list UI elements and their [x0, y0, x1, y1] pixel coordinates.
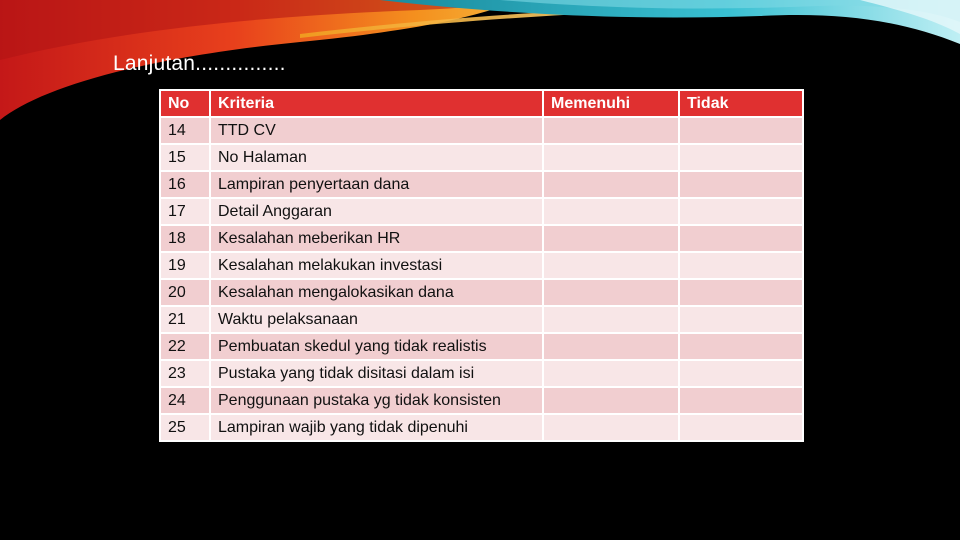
- table-row: [160, 306, 803, 333]
- cell-tidak: [679, 414, 803, 441]
- cell-no: 24: [160, 387, 210, 414]
- cell-no: 16: [160, 171, 210, 198]
- cell-kriteria: Kesalahan meberikan HR: [210, 225, 543, 252]
- cell-tidak: [679, 333, 803, 360]
- cell-kriteria: Lampiran wajib yang tidak dipenuhi: [210, 414, 543, 441]
- table-row: [160, 117, 803, 144]
- cell-tidak: [679, 360, 803, 387]
- table-header-row: [160, 90, 803, 117]
- cell-no: 17: [160, 198, 210, 225]
- cell-no: 22: [160, 333, 210, 360]
- cell-kriteria: Detail Anggaran: [210, 198, 543, 225]
- page-title: Lanjutan...............: [113, 52, 286, 75]
- cell-no: 18: [160, 225, 210, 252]
- cell-kriteria: Waktu pelaksanaan: [210, 306, 543, 333]
- cell-tidak: [679, 387, 803, 414]
- table-row: [160, 360, 803, 387]
- column-header-no: No: [160, 90, 210, 117]
- cell-kriteria: Pustaka yang tidak disitasi dalam isi: [210, 360, 543, 387]
- cell-no: 20: [160, 279, 210, 306]
- table-row: [160, 387, 803, 414]
- table-row: [160, 252, 803, 279]
- column-header-memenuhi: Memenuhi: [543, 90, 679, 117]
- cell-no: 15: [160, 144, 210, 171]
- cell-memenuhi: [543, 387, 679, 414]
- cell-kriteria: Kesalahan mengalokasikan dana: [210, 279, 543, 306]
- cell-kriteria: TTD CV: [210, 117, 543, 144]
- table-row: [160, 333, 803, 360]
- table-row: [160, 144, 803, 171]
- cell-tidak: [679, 306, 803, 333]
- table-row: [160, 279, 803, 306]
- table-row: [160, 414, 803, 441]
- cell-tidak: [679, 225, 803, 252]
- table-row: [160, 171, 803, 198]
- table-row: [160, 198, 803, 225]
- column-header-tidak: Tidak: [679, 90, 803, 117]
- cell-no: 23: [160, 360, 210, 387]
- cell-tidak: [679, 279, 803, 306]
- cell-memenuhi: [543, 117, 679, 144]
- cell-no: 14: [160, 117, 210, 144]
- cell-no: 25: [160, 414, 210, 441]
- cell-tidak: [679, 117, 803, 144]
- cell-tidak: [679, 198, 803, 225]
- cell-tidak: [679, 252, 803, 279]
- cell-kriteria: Lampiran penyertaan dana: [210, 171, 543, 198]
- cell-memenuhi: [543, 306, 679, 333]
- cell-tidak: [679, 144, 803, 171]
- cell-memenuhi: [543, 333, 679, 360]
- cell-no: 19: [160, 252, 210, 279]
- cell-memenuhi: [543, 198, 679, 225]
- cell-memenuhi: [543, 144, 679, 171]
- cell-memenuhi: [543, 279, 679, 306]
- cell-no: 21: [160, 306, 210, 333]
- cell-kriteria: Penggunaan pustaka yg tidak konsisten: [210, 387, 543, 414]
- cell-memenuhi: [543, 360, 679, 387]
- cell-tidak: [679, 171, 803, 198]
- table-row: [160, 225, 803, 252]
- column-header-kriteria: Kriteria: [210, 90, 543, 117]
- cell-memenuhi: [543, 252, 679, 279]
- cell-memenuhi: [543, 414, 679, 441]
- criteria-table: [159, 89, 804, 442]
- cell-kriteria: Pembuatan skedul yang tidak realistis: [210, 333, 543, 360]
- cell-kriteria: No Halaman: [210, 144, 543, 171]
- cell-memenuhi: [543, 225, 679, 252]
- cell-kriteria: Kesalahan melakukan investasi: [210, 252, 543, 279]
- cell-memenuhi: [543, 171, 679, 198]
